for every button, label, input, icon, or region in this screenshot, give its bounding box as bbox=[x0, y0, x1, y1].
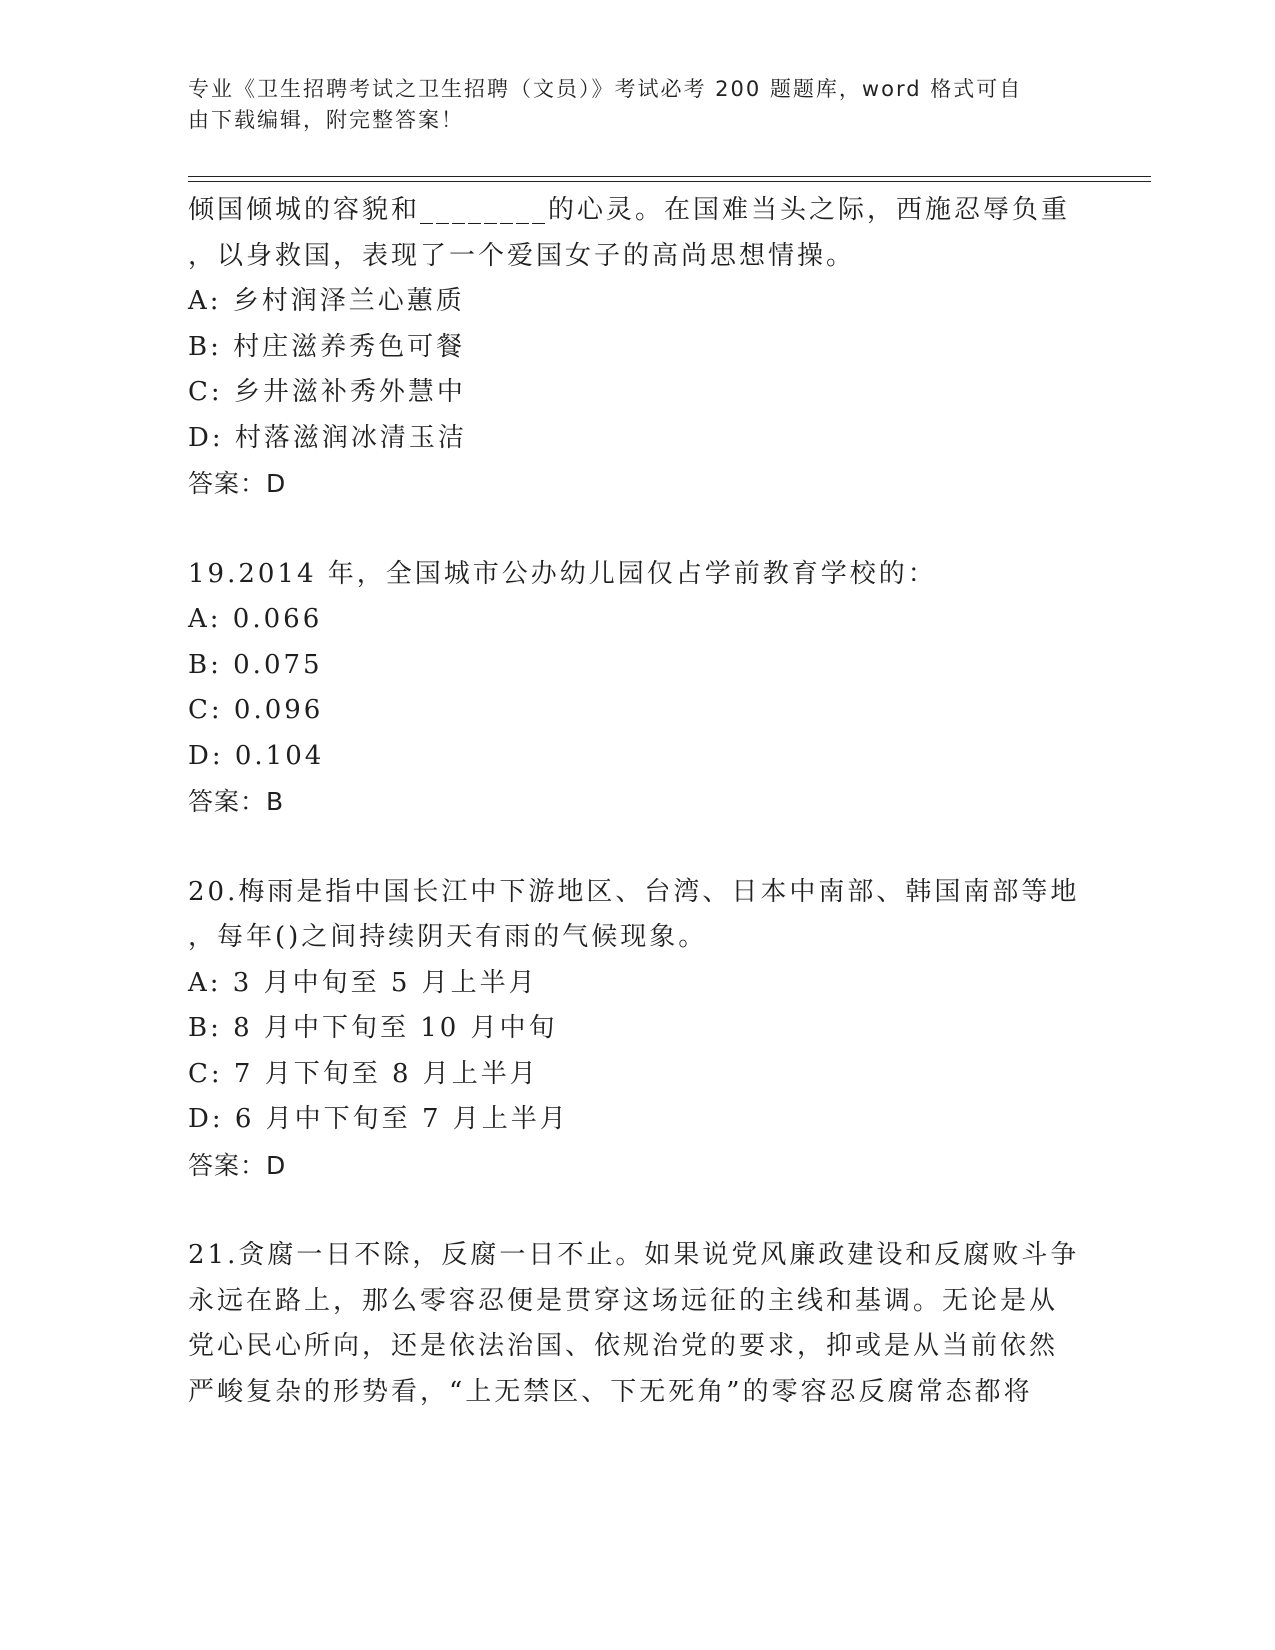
option-b: B: 8 月中下旬至 10 月中旬 bbox=[188, 1013, 558, 1043]
header-divider-top bbox=[188, 176, 1151, 177]
option-b: B: 0.075 bbox=[188, 649, 323, 680]
question-stem-line: 21.贪腐一日不除，反腐一日不止。如果说党风廉政建设和反腐败斗争 bbox=[188, 1240, 1080, 1270]
header-line-2: 由下载编辑，附完整答案！ bbox=[188, 108, 464, 132]
option-d: D: 6 月中下旬至 7 月上半月 bbox=[188, 1104, 569, 1134]
option-a: A: 乡村润泽兰心蕙质 bbox=[188, 286, 465, 316]
option-d: D: 村落滋润冰清玉洁 bbox=[188, 422, 467, 453]
option-c: C: 0.096 bbox=[188, 695, 324, 725]
document-header bbox=[188, 74, 1068, 136]
header-line-1: 专业《卫生招聘考试之卫生招聘（文员）》考试必考 200 题题库，word 格式可自 bbox=[188, 77, 1023, 101]
answer-line: 答案：D bbox=[188, 469, 287, 498]
question-stem-line: 倾国倾城的容貌和________的心灵。在国难当头之际，西施忍辱负重 bbox=[188, 195, 1071, 225]
option-c: C: 7 月下旬至 8 月上半月 bbox=[188, 1058, 539, 1089]
question-18 bbox=[188, 188, 1088, 507]
question-stem-line: 党心民心所向，还是依法治国、依规治党的要求，抑或是从当前依然 bbox=[188, 1331, 1059, 1361]
option-b: B: 村庄滋养秀色可餐 bbox=[188, 331, 466, 362]
option-d: D: 0.104 bbox=[188, 740, 325, 771]
option-c: C: 乡井滋补秀外慧中 bbox=[188, 377, 466, 407]
question-spacer bbox=[188, 1188, 1088, 1233]
question-spacer bbox=[188, 825, 1088, 870]
question-stem-line: ，以身救国，表现了一个爱国女子的高尚思想情操。 bbox=[188, 240, 856, 271]
question-19 bbox=[188, 552, 1088, 825]
question-stem-line: ，每年()之间持续阴天有雨的气候现象。 bbox=[188, 922, 708, 952]
header-divider-bottom bbox=[188, 181, 1151, 182]
answer-line: 答案：B bbox=[188, 787, 285, 816]
question-20 bbox=[188, 870, 1088, 1189]
answer-line: 答案：D bbox=[188, 1150, 287, 1180]
question-list bbox=[188, 188, 1088, 1415]
question-stem-line: 20.梅雨是指中国长江中下游地区、台湾、日本中南部、韩国南部等地 bbox=[188, 876, 1080, 907]
question-stem-line: 永远在路上，那么零容忍便是贯穿这场远征的主线和基调。无论是从 bbox=[188, 1285, 1059, 1316]
question-21 bbox=[188, 1233, 1088, 1415]
question-spacer bbox=[188, 507, 1088, 552]
question-stem-line: 严峻复杂的形势看，“上无禁区、下无死角”的零容忍反腐常态都将 bbox=[188, 1376, 1033, 1407]
option-a: A: 3 月中旬至 5 月上半月 bbox=[188, 967, 538, 998]
question-stem-line: 19.2014 年，全国城市公办幼儿园仅占学前教育学校的： bbox=[188, 558, 937, 589]
option-a: A: 0.066 bbox=[188, 604, 323, 634]
